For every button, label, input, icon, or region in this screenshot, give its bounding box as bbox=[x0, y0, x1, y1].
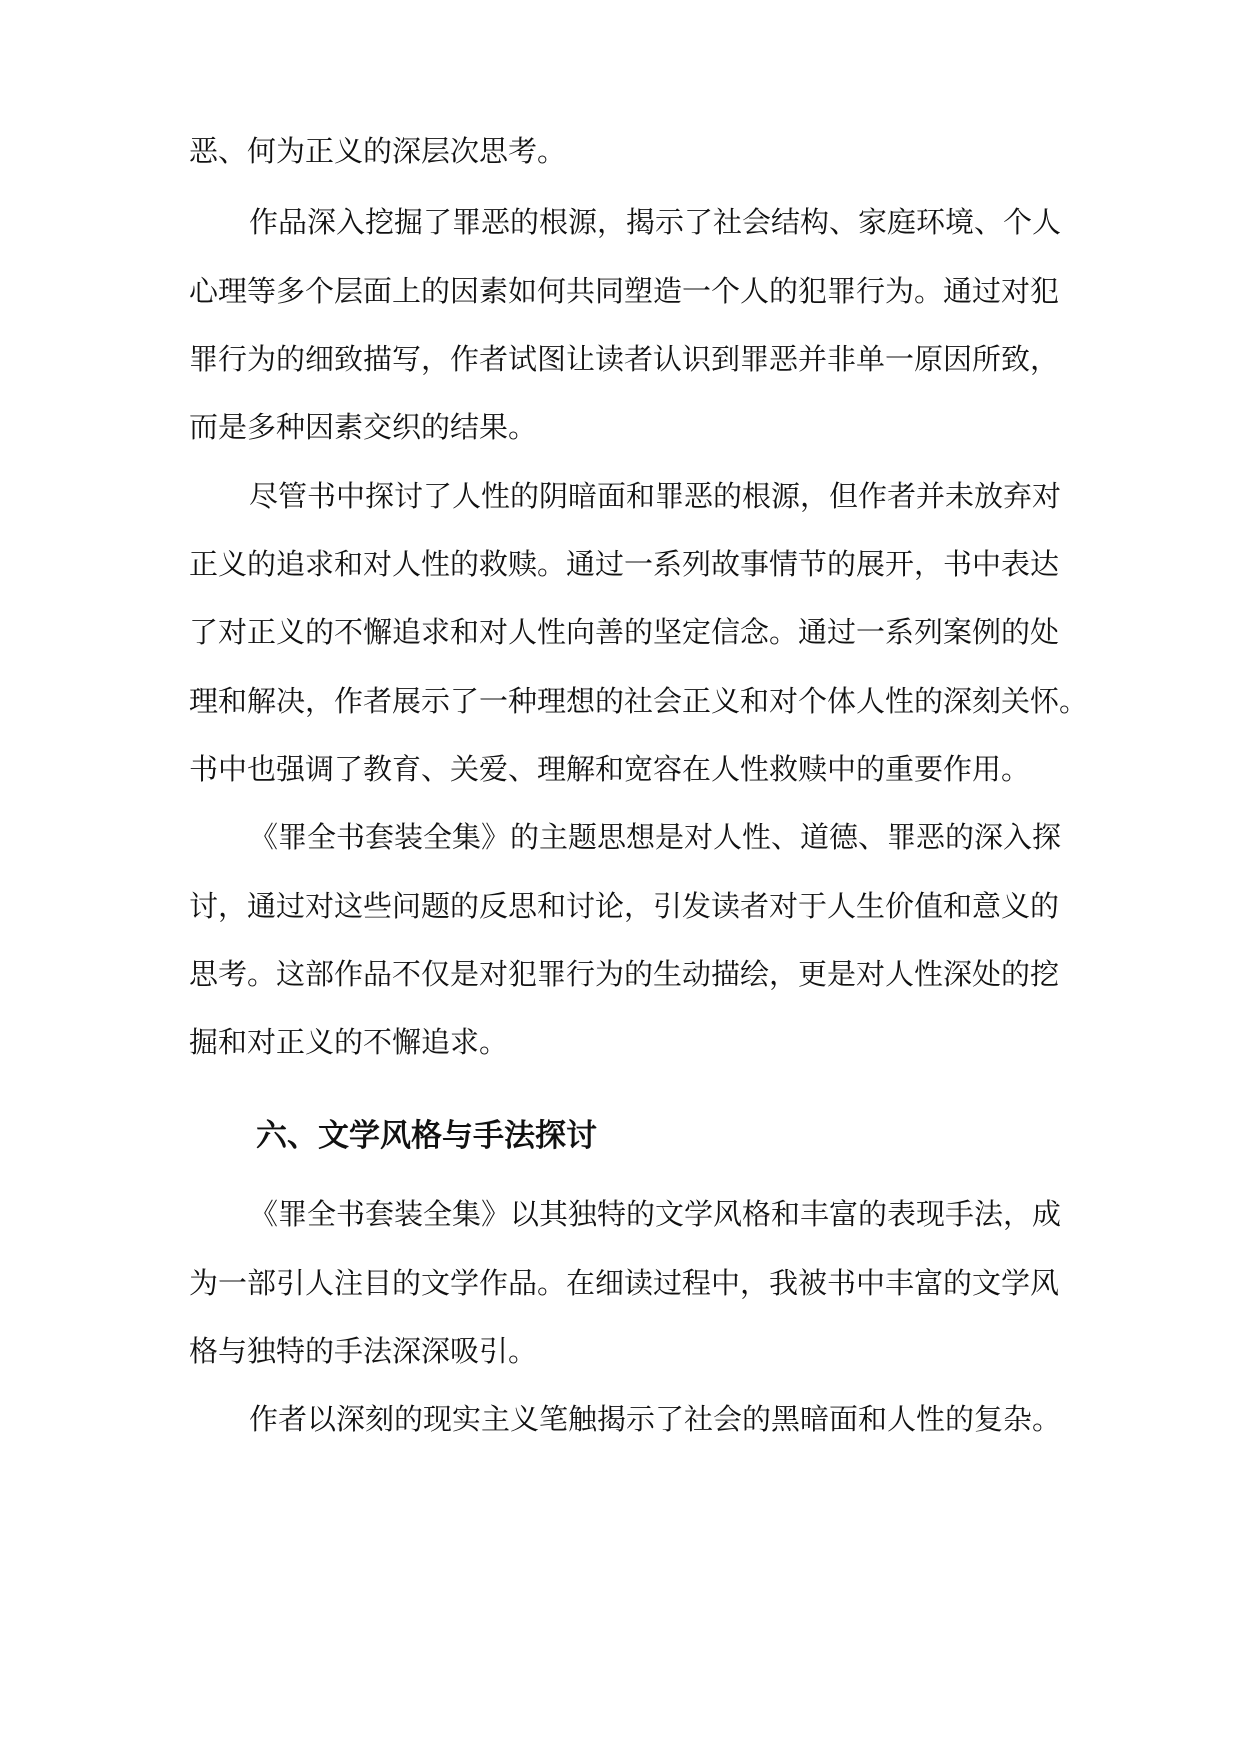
paragraph-line: 思考。这部作品不仅是对犯罪行为的生动描绘，更是对人性深处的挖 bbox=[189, 957, 1060, 991]
paragraph-line: 作品深入挖掘了罪恶的根源，揭示了社会结构、家庭环境、个人 bbox=[249, 205, 1062, 239]
paragraph-line: 《罪全书套装全集》的主题思想是对人性、道德、罪恶的深入探 bbox=[249, 820, 1062, 854]
paragraph-line: 讨，通过对这些问题的反思和讨论，引发读者对于人生价值和意义的 bbox=[189, 889, 1060, 923]
paragraph-line: 作者以深刻的现实主义笔触揭示了社会的黑暗面和人性的复杂。 bbox=[249, 1402, 1062, 1436]
paragraph-line: 尽管书中探讨了人性的阴暗面和罪恶的根源，但作者并未放弃对 bbox=[249, 479, 1062, 513]
paragraph-line: 心理等多个层面上的因素如何共同塑造一个人的犯罪行为。通过对犯 bbox=[189, 274, 1060, 308]
paragraph-line: 掘和对正义的不懈追求。 bbox=[189, 1025, 509, 1059]
paragraph-line: 罪行为的细致描写，作者试图让读者认识到罪恶并非单一原因所致， bbox=[189, 342, 1060, 376]
paragraph-line: 为一部引人注目的文学作品。在细读过程中，我被书中丰富的文学风 bbox=[189, 1266, 1060, 1300]
paragraph-line: 了对正义的不懈追求和对人性向善的坚定信念。通过一系列案例的处 bbox=[189, 615, 1060, 649]
paragraph-line: 理和解决，作者展示了一种理想的社会正义和对个体人性的深刻关怀。 bbox=[189, 684, 1089, 718]
section-heading: 六、文学风格与手法探讨 bbox=[256, 1118, 597, 1154]
paragraph-line: 而是多种因素交织的结果。 bbox=[189, 410, 538, 444]
paragraph-line: 格与独特的手法深深吸引。 bbox=[189, 1334, 538, 1368]
paragraph-line: 正义的追求和对人性的救赎。通过一系列故事情节的展开，书中表达 bbox=[189, 547, 1060, 581]
paragraph-line: 书中也强调了教育、关爱、理解和宽容在人性救赎中的重要作用。 bbox=[189, 752, 1031, 786]
paragraph-line: 恶、何为正义的深层次思考。 bbox=[189, 134, 567, 168]
paragraph-line: 《罪全书套装全集》以其独特的文学风格和丰富的表现手法，成 bbox=[249, 1197, 1062, 1231]
